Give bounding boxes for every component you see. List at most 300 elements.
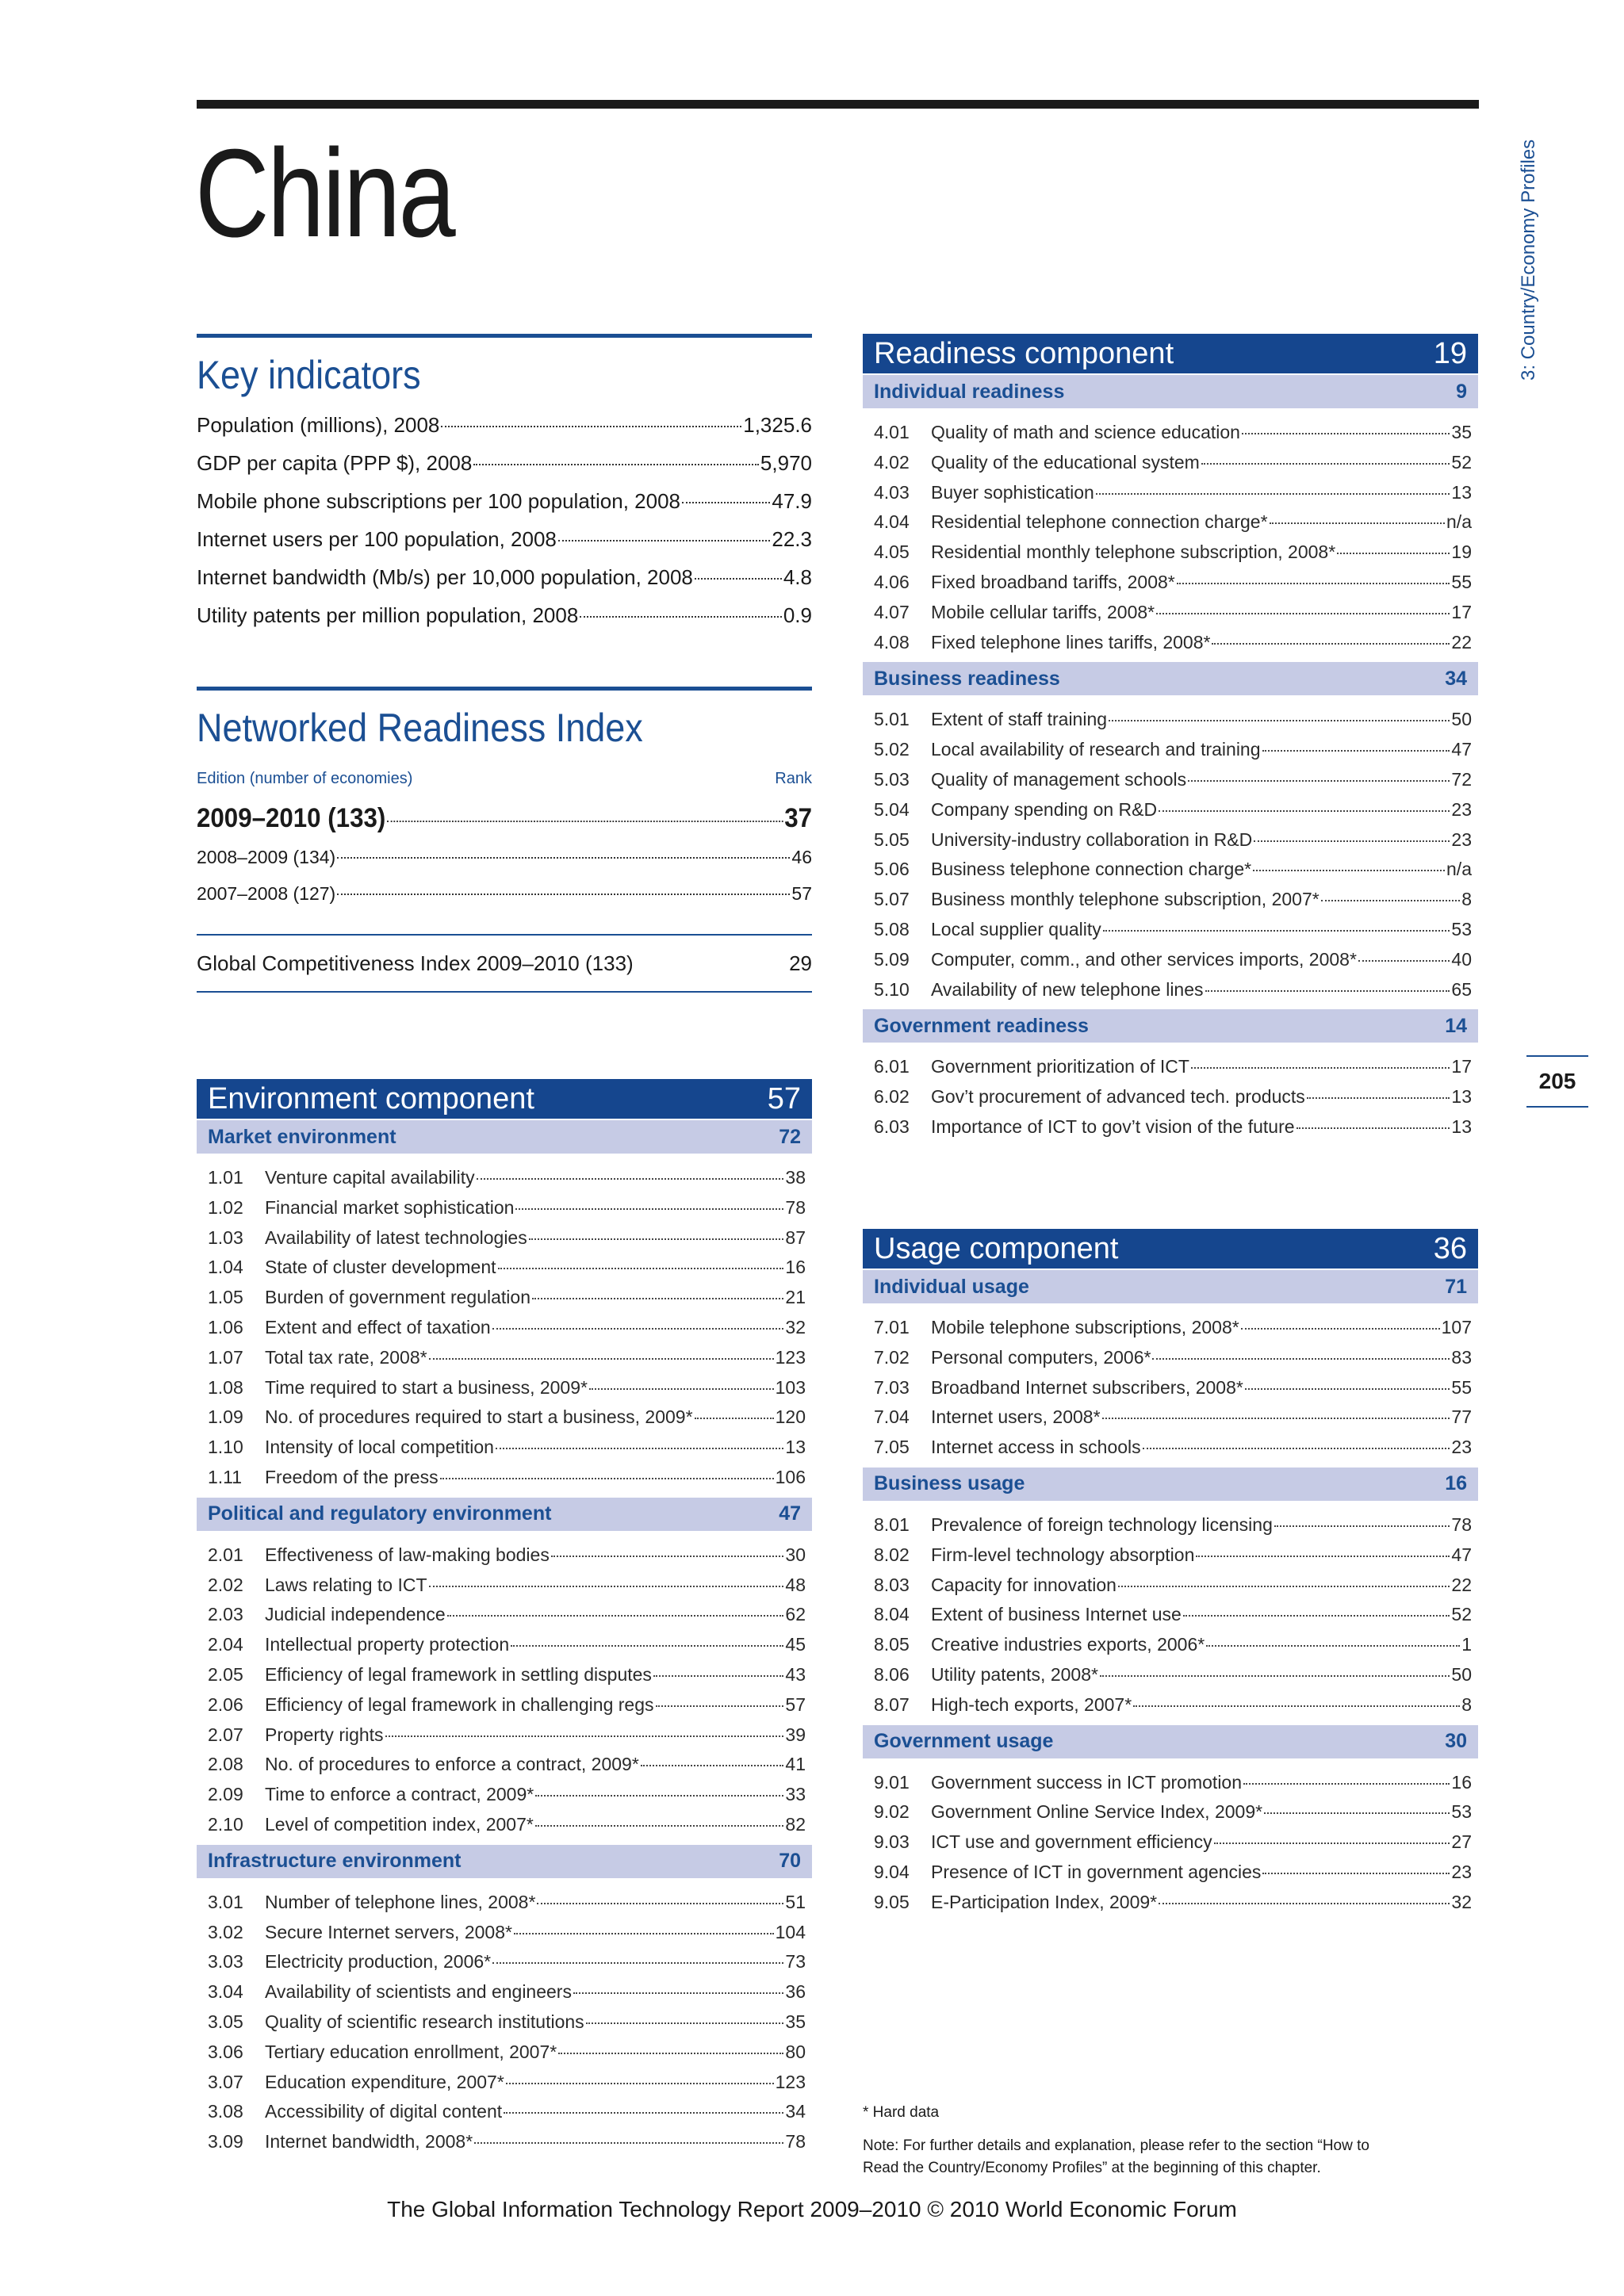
subindex-rank: 72 [779, 1125, 801, 1148]
subindex-title: Individual readiness [874, 380, 1065, 403]
page-footer: The Global Information Technology Report 2009–2010 © 2010 World Economic Forum [387, 2197, 1237, 2221]
nri-prior-edition: 2007–2008 (127) 57 [197, 883, 812, 904]
nri-rule [197, 687, 812, 691]
indicator-list [863, 408, 1478, 662]
indicator-rank: 80 [785, 2041, 806, 2062]
key-indicator-row [197, 406, 812, 444]
leader-dots [504, 2112, 783, 2114]
indicator-row [874, 1888, 1472, 1918]
key-indicator-row [197, 596, 812, 634]
indicator-row [208, 2068, 806, 2098]
leader-dots [653, 1675, 783, 1677]
leader-dots [1201, 463, 1450, 465]
indicator-row [208, 1283, 806, 1313]
footnotes [863, 2102, 1478, 2179]
indicator-row [208, 1977, 806, 2007]
leader-dots [1206, 1645, 1460, 1647]
indicator-code: 4.06 [874, 571, 910, 592]
leader-dots [477, 1178, 784, 1180]
leader-dots [558, 540, 771, 541]
indicator-code: 3.02 [208, 1921, 243, 1942]
section-side-label [1518, 95, 1565, 381]
indicator-code: 6.03 [874, 1115, 910, 1137]
leader-dots [529, 1238, 784, 1240]
indicator-row [874, 1402, 1472, 1433]
indicator-code: 1.06 [208, 1316, 243, 1337]
leader-dots [1241, 1328, 1440, 1330]
indicator-list [863, 695, 1478, 1009]
indicator-label: Internet users per 100 population, 2008 [197, 527, 557, 551]
top-rule [197, 100, 1479, 109]
indicator-code: 5.05 [874, 828, 910, 850]
indicator-row [874, 568, 1472, 598]
component-rank: 57 [767, 1081, 801, 1115]
indicator-rank: 53 [1451, 1801, 1472, 1823]
indicator-rank: 43 [785, 1663, 806, 1685]
indicator-rank: 13 [1451, 481, 1472, 503]
indicator-rank: 73 [785, 1951, 806, 1973]
indicator-rank: 34 [785, 2101, 806, 2122]
indicator-row [874, 825, 1472, 855]
indicator-row [874, 507, 1472, 538]
subindex-rank: 34 [1445, 667, 1467, 690]
indicator-row [874, 915, 1472, 945]
indicator-label: Fixed broadband tariffs, 2008* [931, 571, 1175, 592]
indicator-code: 5.07 [874, 889, 910, 910]
indicator-rank: 13 [1451, 1086, 1472, 1108]
indicator-label: Population (millions), 2008 [197, 413, 440, 437]
indicator-row [208, 1660, 806, 1690]
indicator-code: 9.03 [874, 1831, 910, 1853]
indicator-row [874, 1690, 1472, 1720]
leader-dots [535, 1795, 783, 1797]
indicator-label: State of cluster development [265, 1257, 496, 1278]
indicator-row [874, 1797, 1472, 1827]
indicator-row [874, 1313, 1472, 1343]
indicator-row [208, 2097, 806, 2127]
indicator-row [874, 418, 1472, 448]
side-label-text: 3: Country/Economy Profiles [1518, 139, 1539, 381]
indicator-label: Quality of math and science education [931, 422, 1240, 442]
leader-dots [1264, 1812, 1450, 1814]
leader-dots [532, 1298, 783, 1299]
key-indicator-row [197, 482, 812, 520]
leader-dots [1253, 870, 1445, 871]
key-indicator-row [197, 558, 812, 596]
indicator-rank: 36 [785, 1981, 806, 2003]
indicator-code: 1.09 [208, 1406, 243, 1428]
indicator-label: Internet users, 2008* [931, 1406, 1101, 1428]
indicator-label: Accessibility of digital content [265, 2101, 503, 2122]
leader-dots [506, 2083, 774, 2084]
indicator-code: 2.10 [208, 1813, 243, 1835]
readiness-component [863, 334, 1478, 1147]
indicator-label: Freedom of the press [265, 1466, 439, 1487]
leader-dots [537, 1903, 783, 1904]
leader-dots [1102, 1418, 1450, 1419]
indicator-label: Business monthly telephone subscription, 2007* [931, 889, 1320, 910]
indicator-rank: 33 [785, 1784, 806, 1805]
indicator-row [874, 1827, 1472, 1858]
indicator-value: 0.9 [783, 603, 812, 627]
indicator-rank: 13 [785, 1437, 806, 1458]
indicator-list [863, 1758, 1478, 1923]
subindex-rank: 70 [779, 1850, 801, 1873]
key-indicator-row [197, 520, 812, 558]
indicator-label: Laws relating to ICT [265, 1574, 427, 1595]
rank-label: Rank [775, 770, 812, 787]
indicator-code: 1.01 [208, 1167, 243, 1188]
indicator-row [874, 1600, 1472, 1630]
usage-component [863, 1229, 1478, 1923]
indicator-rank: 16 [785, 1257, 806, 1278]
nri-section [197, 687, 812, 993]
indicator-code: 3.07 [208, 2071, 243, 2092]
indicator-rank: 50 [1451, 1663, 1472, 1685]
subindex-header [863, 1009, 1478, 1043]
indicator-label: Judicial independence [265, 1604, 446, 1625]
leader-dots [1159, 1903, 1450, 1904]
indicator-rank: 39 [785, 1724, 806, 1745]
indicator-rank: 38 [785, 1167, 806, 1188]
indicator-list [863, 1501, 1478, 1725]
indicator-label: University-industry collaboration in R&D [931, 828, 1253, 850]
indicator-label: Burden of government regulation [265, 1287, 530, 1308]
leader-dots [656, 1705, 784, 1707]
leader-dots [1100, 1675, 1450, 1677]
nri-prior-edition: 2008–2009 (134) 46 [197, 847, 812, 867]
indicator-label: Property rights [265, 1724, 384, 1745]
indicator-rank: 8 [1461, 1693, 1472, 1715]
indicator-code: 8.07 [874, 1693, 910, 1715]
leader-dots [429, 1586, 784, 1587]
indicator-row [208, 2038, 806, 2068]
indicator-rank: 32 [1451, 1891, 1472, 1912]
indicator-rank: 57 [785, 1693, 806, 1715]
indicator-code: 2.01 [208, 1544, 243, 1565]
indicator-code: 7.04 [874, 1406, 910, 1428]
indicator-value: 47.9 [772, 489, 812, 513]
subindex-header [863, 1725, 1478, 1758]
nri-current-edition: 2009–2010 (133) 37 [197, 803, 813, 833]
indicator-rank: 78 [785, 1196, 806, 1218]
leader-dots [515, 1208, 783, 1210]
indicator-rank: 106 [775, 1466, 806, 1487]
subindex-header [197, 1498, 812, 1531]
leader-dots [1096, 493, 1450, 495]
leader-dots [1321, 900, 1461, 901]
indicator-rank: 103 [775, 1376, 806, 1398]
subindex-rank: 47 [779, 1502, 801, 1525]
subindex-title: Market environment [208, 1125, 396, 1148]
indicator-code: 7.05 [874, 1437, 910, 1458]
indicator-row [874, 1433, 1472, 1463]
indicator-code: 4.05 [874, 541, 910, 563]
indicator-label: Firm-level technology absorption [931, 1544, 1195, 1565]
leader-dots [1191, 1067, 1450, 1069]
leader-dots [1214, 1843, 1450, 1844]
indicator-code: 5.01 [874, 709, 910, 730]
indicator-rank: 104 [775, 1921, 806, 1942]
indicator-value: 4.8 [783, 565, 812, 589]
indicator-row [208, 1373, 806, 1403]
indicator-label: Buyer sophistication [931, 481, 1094, 503]
indicator-code: 2.02 [208, 1574, 243, 1595]
indicator-code: 1.07 [208, 1346, 243, 1368]
indicator-row [874, 628, 1472, 658]
component-rank: 36 [1433, 1231, 1467, 1265]
indicator-code: 6.01 [874, 1056, 910, 1077]
indicator-rank: 23 [1451, 1437, 1472, 1458]
indicator-row [208, 1253, 806, 1283]
indicator-label: Broadband Internet subscribers, 2008* [931, 1376, 1243, 1398]
indicator-label: Efficiency of legal framework in challenging regs [265, 1693, 654, 1715]
indicator-value: 1,325.6 [743, 413, 812, 437]
indicator-rank: 120 [775, 1406, 806, 1428]
indicator-label: Number of telephone lines, 2008* [265, 1891, 536, 1912]
indicator-label: Extent of business Internet use [931, 1604, 1182, 1625]
indicator-code: 2.05 [208, 1663, 243, 1685]
indicator-rank: 17 [1451, 601, 1472, 622]
leader-dots [695, 1418, 774, 1419]
indicator-label: Quality of management schools [931, 768, 1187, 790]
indicator-code: 2.03 [208, 1604, 243, 1625]
indicator-code: 7.01 [874, 1317, 910, 1337]
indicator-code: 6.02 [874, 1086, 910, 1108]
subindex-title: Individual usage [874, 1275, 1029, 1298]
subindex-header [863, 1468, 1478, 1501]
gci-rank: 29 [789, 951, 812, 975]
country-title: China [195, 124, 454, 263]
indicator-label: Intensity of local competition [265, 1437, 494, 1458]
indicator-row [874, 1858, 1472, 1888]
indicator-label: Creative industries exports, 2006* [931, 1634, 1205, 1655]
indicator-code: 1.04 [208, 1257, 243, 1278]
leader-dots [1159, 810, 1450, 812]
indicator-row [208, 1463, 806, 1493]
indicator-code: 4.03 [874, 481, 910, 503]
indicator-rank: 41 [785, 1754, 806, 1775]
leader-dots [535, 1825, 784, 1827]
component-title: Readiness component [874, 336, 1174, 370]
gci-label: Global Competitiveness Index 2009–2010 (133) [197, 951, 634, 975]
indicator-row [208, 2127, 806, 2157]
indicator-label: Extent of staff training [931, 709, 1108, 730]
indicator-rank: 16 [1451, 1771, 1472, 1793]
subindex-header [863, 662, 1478, 695]
indicator-code: 2.09 [208, 1784, 243, 1805]
leader-dots [1188, 780, 1450, 782]
leader-dots [511, 1645, 783, 1647]
indicator-rank: 62 [785, 1604, 806, 1625]
indicator-row [874, 975, 1472, 1005]
leader-dots [1297, 1127, 1450, 1129]
indicator-rank: 123 [775, 1346, 806, 1368]
leader-dots [492, 1328, 784, 1330]
leader-dots [1118, 1586, 1450, 1587]
key-indicator-row [197, 444, 812, 482]
indicator-rank: 55 [1451, 1376, 1472, 1398]
indicator-label: Importance of ICT to gov’t vision of the future [931, 1115, 1295, 1137]
leader-dots [558, 2053, 783, 2054]
indicator-code: 1.11 [208, 1466, 243, 1487]
indicator-rank: 8 [1461, 889, 1472, 910]
indicator-code: 8.04 [874, 1604, 910, 1625]
environment-component [197, 1079, 812, 2162]
indicator-list [197, 1154, 812, 1498]
indicator-row [208, 1571, 806, 1601]
indicator-rank: 55 [1451, 571, 1472, 592]
indicator-rank: 51 [785, 1891, 806, 1912]
indicator-label: Business telephone connection charge* [931, 859, 1252, 880]
indicator-label: Extent and effect of taxation [265, 1316, 491, 1337]
leader-dots [1183, 1615, 1450, 1617]
indicator-row [208, 1888, 806, 1918]
indicator-code: 7.03 [874, 1376, 910, 1398]
indicator-rank: 45 [785, 1634, 806, 1655]
indicator-row [208, 2007, 806, 2038]
indicator-rank: 22 [1451, 631, 1472, 652]
hard-data-note: * Hard data [863, 2104, 940, 2121]
indicator-row [874, 705, 1472, 735]
indicator-code: 9.05 [874, 1891, 910, 1912]
leader-dots [496, 1448, 783, 1449]
indicator-list [863, 1303, 1478, 1468]
indicator-rank: 87 [785, 1226, 806, 1248]
indicator-code: 4.04 [874, 511, 910, 533]
indicator-label: Local supplier quality [931, 918, 1101, 939]
indicator-code: 2.06 [208, 1693, 243, 1715]
indicator-code: 8.02 [874, 1544, 910, 1565]
indicator-label: Availability of scientists and engineers [265, 1981, 572, 2003]
indicator-list [863, 1043, 1478, 1146]
subindex-rank: 71 [1445, 1275, 1467, 1298]
indicator-code: 8.01 [874, 1513, 910, 1535]
indicator-code: 8.06 [874, 1663, 910, 1685]
indicator-rank: 47 [1451, 1544, 1472, 1565]
indicator-code: 3.03 [208, 1951, 243, 1973]
indicator-row [208, 1600, 806, 1630]
leader-dots [514, 1933, 774, 1934]
indicator-label: Government success in ICT promotion [931, 1771, 1243, 1793]
indicator-rank: 65 [1451, 978, 1472, 1000]
leader-dots [682, 502, 770, 503]
indicator-code: 3.08 [208, 2101, 243, 2122]
indicator-label: Secure Internet servers, 2008* [265, 1921, 512, 1942]
leader-dots [440, 1478, 774, 1479]
subindex-header [197, 1845, 812, 1878]
key-indicators-section [197, 334, 812, 634]
subindex-title: Government readiness [874, 1014, 1089, 1037]
indicator-label: No. of procedures to enforce a contract, 2009* [265, 1754, 639, 1775]
indicator-rank: 78 [1451, 1513, 1472, 1535]
indicator-rank: 35 [785, 2011, 806, 2032]
component-header [197, 1079, 812, 1119]
indicator-label: Presence of ICT in government agencies [931, 1861, 1262, 1882]
indicator-label: Capacity for innovation [931, 1574, 1116, 1595]
indicator-row [874, 1112, 1472, 1142]
leader-dots [473, 464, 759, 465]
leader-dots [1337, 553, 1450, 554]
indicator-label: Prevalence of foreign technology licensing [931, 1513, 1273, 1535]
component-title: Environment component [208, 1081, 534, 1115]
leader-dots [1196, 1556, 1450, 1557]
indicator-label: Intellectual property protection [265, 1634, 510, 1655]
indicator-row [874, 765, 1472, 795]
indicator-label: Effectiveness of law-making bodies [265, 1544, 550, 1565]
component-rank: 19 [1433, 336, 1467, 370]
indicator-row [874, 1630, 1472, 1660]
leader-dots [1152, 1358, 1450, 1360]
subindex-rank: 14 [1445, 1014, 1467, 1037]
indicator-label: Residential telephone connection charge* [931, 511, 1268, 533]
indicator-rank: 22 [1451, 1574, 1472, 1595]
indicator-label: ICT use and government efficiency [931, 1831, 1212, 1853]
leader-dots [580, 616, 782, 618]
indicator-row [208, 1720, 806, 1751]
indicator-rank: 23 [1451, 798, 1472, 820]
leader-dots [1358, 960, 1450, 962]
leader-dots [1133, 1705, 1460, 1707]
indicator-rank: 123 [775, 2071, 806, 2092]
leader-dots [641, 1765, 784, 1766]
leader-dots [441, 426, 741, 427]
indicator-row [874, 795, 1472, 825]
indicator-label: Government Online Service Index, 2009* [931, 1801, 1263, 1823]
indicator-row [208, 1630, 806, 1660]
subindex-rank: 16 [1445, 1472, 1467, 1495]
indicator-label: Gov’t procurement of advanced tech. products [931, 1086, 1305, 1108]
subindex-title: Infrastructure environment [208, 1850, 462, 1873]
indicator-rank: 40 [1451, 948, 1472, 970]
indicator-label: Internet bandwidth (Mb/s) per 10,000 population, 2008 [197, 565, 693, 589]
indicator-code: 5.06 [874, 859, 910, 880]
leader-dots [551, 1556, 784, 1557]
indicator-code: 4.02 [874, 451, 910, 473]
indicator-row [208, 1780, 806, 1810]
indicator-rank: 72 [1451, 768, 1472, 790]
indicator-label: Availability of new telephone lines [931, 978, 1204, 1000]
indicator-label: Financial market sophistication [265, 1196, 515, 1218]
subindex-rank: 9 [1456, 380, 1467, 403]
indicator-list [197, 1878, 812, 2162]
subindex-title: Business readiness [874, 667, 1060, 690]
indicator-label: Venture capital availability [265, 1167, 475, 1188]
leader-dots [1143, 1448, 1450, 1449]
leader-dots [1156, 613, 1450, 614]
indicator-rank: 77 [1451, 1406, 1472, 1428]
leader-dots [1103, 930, 1450, 932]
indicator-label: E-Participation Index, 2009* [931, 1891, 1158, 1912]
indicator-row [874, 478, 1472, 508]
component-title: Usage component [874, 1231, 1119, 1265]
indicator-row [208, 1223, 806, 1253]
indicator-rank: n/a [1446, 511, 1472, 533]
leader-dots [385, 1735, 784, 1737]
indicator-row [874, 538, 1472, 568]
subindex-header [863, 375, 1478, 408]
indicator-row [208, 1343, 806, 1373]
leader-dots [1205, 990, 1450, 992]
indicator-value: 5,970 [760, 451, 812, 475]
indicator-rank: 23 [1451, 828, 1472, 850]
indicator-label: Total tax rate, 2008* [265, 1346, 427, 1368]
key-indicators-title: Key indicators [197, 353, 421, 397]
indicator-label: Level of competition index, 2007* [265, 1813, 534, 1835]
indicator-code: 7.02 [874, 1346, 910, 1368]
leader-dots [1212, 643, 1450, 645]
indicator-label: Local availability of research and training [931, 739, 1261, 760]
